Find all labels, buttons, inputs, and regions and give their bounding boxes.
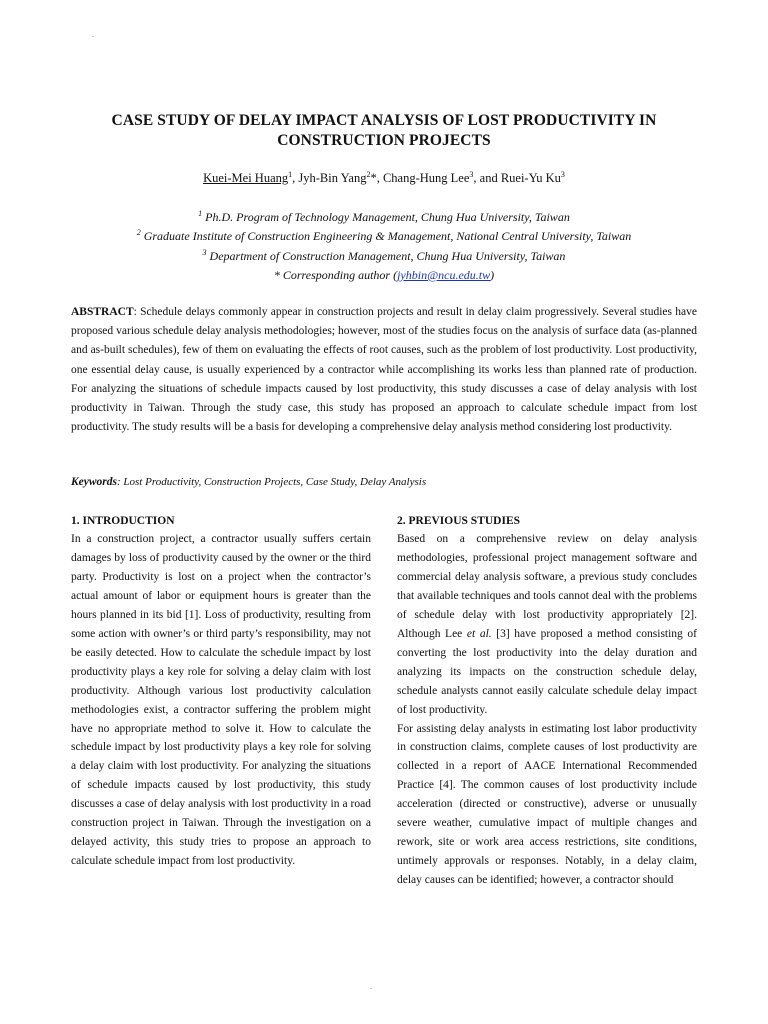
affiliation-text: Graduate Institute of Construction Engineering & Management, National Central University, Taiwan [143, 229, 632, 244]
abstract [71, 303, 697, 437]
column-right [397, 512, 697, 890]
author-separator: , [292, 171, 299, 185]
affiliations [60, 208, 708, 285]
corresponding-author [60, 266, 708, 285]
keywords-text: : Lost Productivity, Construction Projects, Case Study, Delay Analysis [117, 476, 427, 488]
author-list [60, 170, 708, 186]
author-separator: , and [473, 171, 501, 185]
affiliation-line [60, 227, 708, 246]
affiliation-line [60, 208, 708, 227]
keywords-label: Keywords [71, 476, 117, 488]
previous-text-after: [3] have proposed a method consisting of converting the lost productivity into the delay duration and analyzing its impacts on the construction schedule delay, schedule analysts cannot easily calculate schedule delay impact of lost productivity. [397, 627, 697, 716]
abstract-text: : Schedule delays commonly appear in construction projects and result in delay claim progressively. Several studies have proposed various schedule delay analysis methodologies; however, most of the studies focus on the analysis of surface data (as-planned and as-built schedules), few of them on evaluating the effects of root causes, such as the problem of lost productivity. Lost productivity, one essential delay cause, is usually experienced by a contractor while accomplishing its works less than planned rate of production. For analyzing the situations of schedule impacts caused by lost productivity, this study discusses a case of delay analysis with lost productivity in Taiwan. Through the study case, this study has proposed an approach to calculate schedule impact from lost productivity. The study results will be a basis for developing a comprehensive delay analysis method considering lost productivity. [71, 306, 697, 434]
author-separator: *, [370, 171, 383, 185]
affiliation-sup: 1 [198, 209, 203, 218]
author-sup: 3 [560, 169, 565, 179]
introduction-paragraph: In a construction project, a contractor usually suffers certain damages by loss of productivity caused by the owner or the third party. Productivity is lost on a project when the contractor’s actual amount of labor or equipment hours is greater than the hours planned in its bid [1]. Loss of productivity, resulting from some action with owner’s or third party’s responsibility, may not be easily detected. How to calculate the schedule impact by lost productivity plays a key role for solving a delay claim with lost productivity. Although various lost productivity calculation methodologies exist, a contractor suffering the problem might have no appropriate method to solve it. How to calculate the schedule impact by lost productivity plays a key role for solving a delay claim with lost productivity. For analyzing the situations of schedule impacts caused by lost productivity, this study discusses a case of delay analysis with lost productivity in a road construction project in Taiwan. Through the investigation on a delayed activity, this study tries to propose an approach to calculate schedule impact from lost productivity. [71, 533, 371, 868]
keywords [71, 474, 697, 490]
page-bottom-mark: . [370, 982, 372, 991]
section-heading-previous-studies: 2. PREVIOUS STUDIES [397, 515, 521, 527]
author-sup: 3 [469, 169, 474, 179]
column-left [71, 512, 371, 871]
previous-etal: et al. [466, 627, 492, 640]
section-heading-introduction: 1. INTRODUCTION [71, 515, 175, 527]
author-name: Jyh-Bin Yang [298, 171, 367, 185]
abstract-label: ABSTRACT [71, 306, 134, 318]
author-name: Kuei-Mei Huang [203, 171, 289, 185]
previous-studies-paragraph-2: For assisting delay analysts in estimating lost labor productivity in construction claims, complete causes of lost productivity are collected in a report of AACE International Recommended Practice [4]. The common causes of lost productivity include acceleration (directed or constructive), adverse or unusually severe weather, cumulative impact of multiple changes and rework, site or work area access restrictions, site conditions, untimely approvals or responses. Notably, in a delay claim, delay causes can be identified; however, a contractor should [397, 722, 697, 887]
previous-studies-paragraph-1 [397, 530, 697, 720]
affiliation-sup: 2 [136, 228, 141, 238]
page-corner-mark: . [92, 30, 94, 39]
author-name: Ruei-Yu Ku [500, 171, 561, 185]
affiliation-text: Department of Construction Management, Chung Hua University, Taiwan [209, 248, 566, 263]
author-sup: 2 [366, 169, 371, 179]
corresponding-prefix: * Corresponding author ( [273, 267, 398, 282]
paper-title: CASE STUDY OF DELAY IMPACT ANALYSIS OF LOST PRODUCTIVITY IN CONSTRUCTION PROJECTS [111, 112, 657, 149]
author-name: Chang-Hung Lee [382, 171, 470, 185]
author-sup: 1 [288, 169, 293, 179]
corresponding-email-link[interactable]: jyhbin@ncu.edu.tw [397, 267, 491, 282]
previous-text-before: Based on a comprehensive review on delay analysis methodologies, professional project management software and commercial delay analysis software, a previous study concludes that available techniques and tools cannot deal with the problems of schedule delay with lost productivity appropriately [2]. Although Lee [397, 533, 697, 640]
corresponding-suffix: ) [490, 267, 495, 282]
affiliation-sup: 3 [202, 247, 207, 257]
affiliation-line [60, 247, 708, 266]
affiliation-text: Ph.D. Program of Technology Management, Chung Hua University, Taiwan [205, 210, 570, 224]
